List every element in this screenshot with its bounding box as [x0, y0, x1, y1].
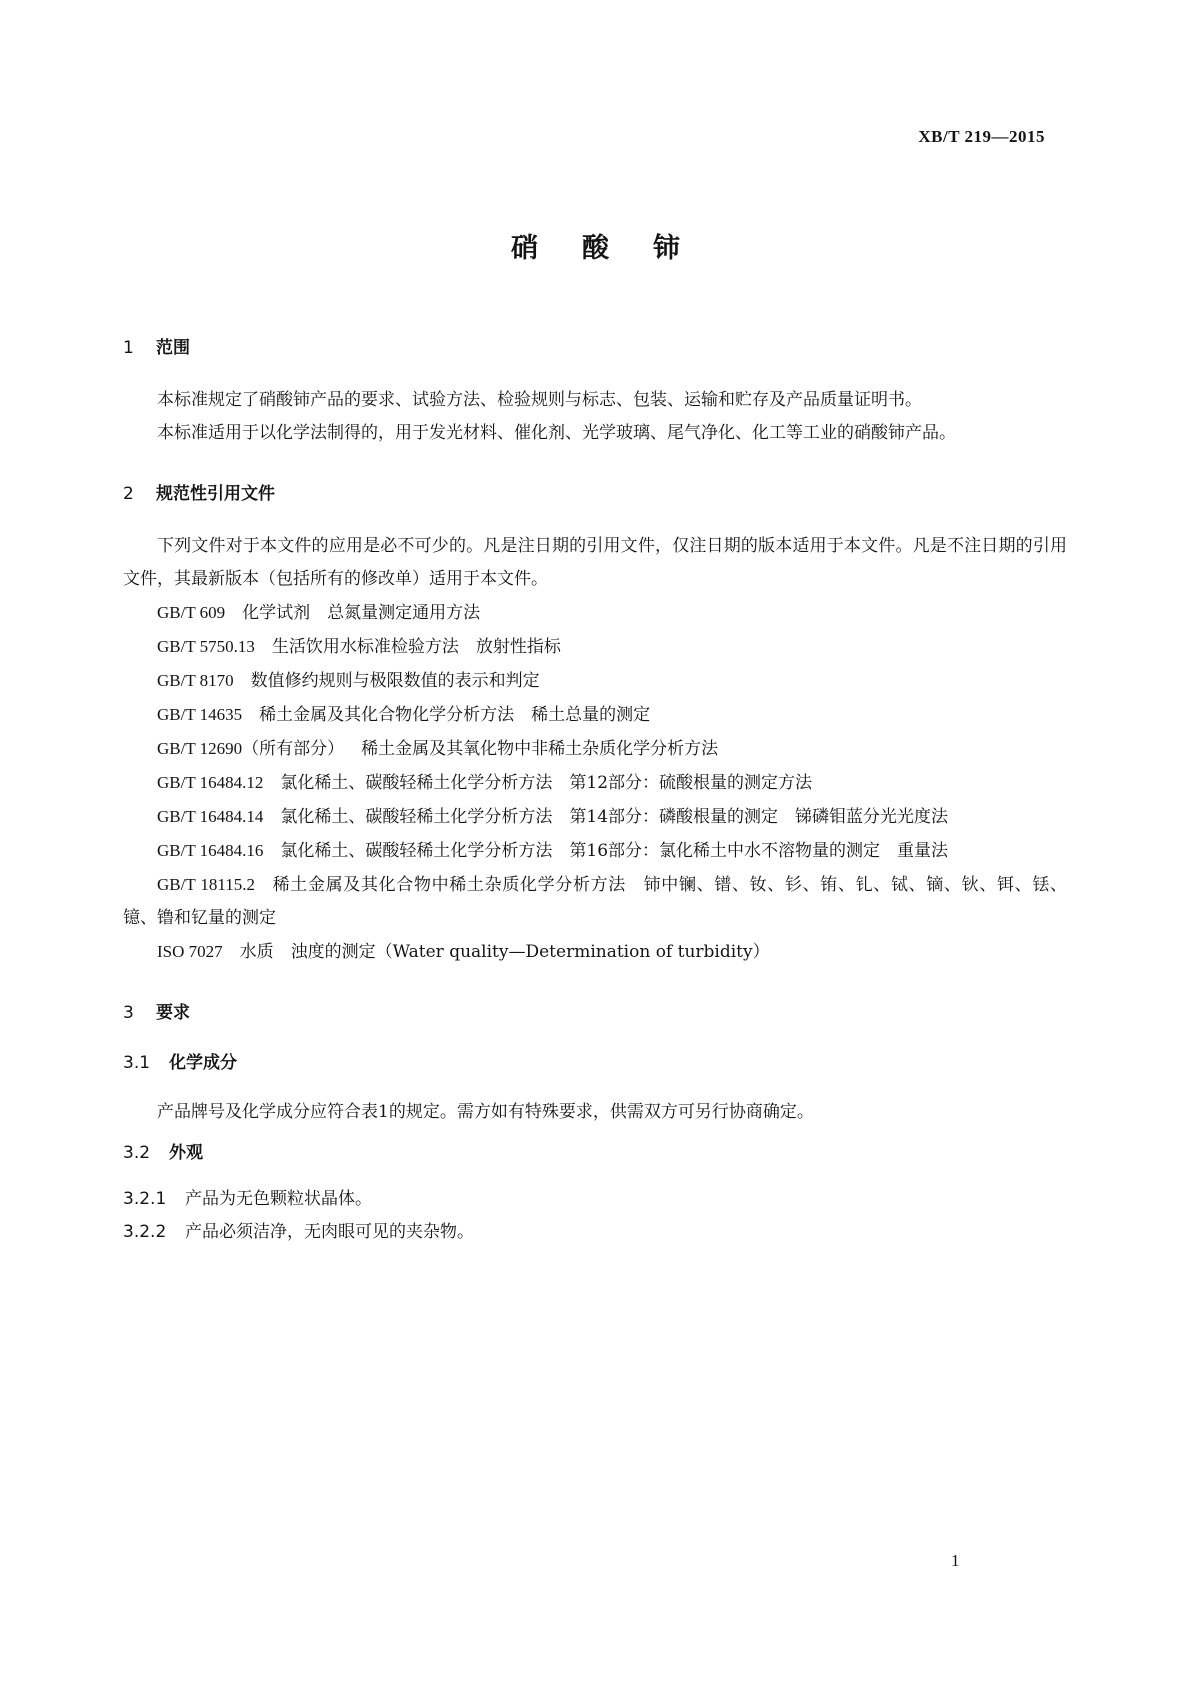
- reference-item: [123, 868, 1067, 935]
- section-title: 范围: [156, 338, 190, 358]
- reference-item: [123, 698, 1067, 732]
- reference-title: 氯化稀土、碳酸轻稀土化学分析方法 第14部分：磷酸根量的测定 锑磷钼蓝分光光度法: [280, 807, 949, 827]
- reference-code: GB/T 8170: [157, 671, 234, 690]
- subsection-heading-chem: [123, 1049, 1067, 1077]
- reference-code: GB/T 16484.14: [157, 807, 264, 826]
- section-title: 规范性引用文件: [156, 484, 275, 504]
- reference-title: 稀土金属及其氧化物中非稀土杂质化学分析方法: [361, 739, 719, 759]
- item-number: 3.2.2: [123, 1222, 167, 1242]
- page-number: 1: [951, 1551, 960, 1570]
- document-title: 硝酸铈: [511, 233, 724, 264]
- subsection-title: 外观: [169, 1143, 203, 1163]
- section-heading-scope: [123, 334, 1067, 362]
- reference-code: ISO 7027: [157, 942, 223, 961]
- reference-item: [123, 800, 1067, 834]
- reference-code: GB/T 16484.16: [157, 841, 264, 860]
- reference-title: 水质 浊度的测定（Water quality—Determination of turbidity）: [239, 942, 770, 962]
- section-number: 3: [123, 1003, 134, 1023]
- reference-title: 生活饮用水标准检验方法 放射性指标: [271, 637, 561, 657]
- subsection-number: 3.1: [123, 1053, 151, 1073]
- subsection-heading-appearance: [123, 1139, 1067, 1167]
- appearance-item: [123, 1183, 1067, 1216]
- reference-code: GB/T 5750.13: [157, 637, 255, 656]
- reference-item: [123, 766, 1067, 800]
- standard-code: XB/T 219—2015: [918, 127, 1045, 146]
- item-text: 产品为无色颗粒状晶体。: [185, 1189, 372, 1209]
- reference-item: [123, 596, 1067, 630]
- section-number: 2: [123, 484, 134, 504]
- reference-code: GB/T 609: [157, 603, 226, 622]
- references-intro: 下列文件对于本文件的应用是必不可少的。凡是注日期的引用文件，仅注日期的版本适用于本文件。凡是不注日期的引用文件，其最新版本（包括所有的修改单）适用于本文件。: [123, 536, 1067, 589]
- section-heading-requirements: [123, 999, 1067, 1027]
- reference-item: [123, 834, 1067, 868]
- item-text: 产品必须洁净，无肉眼可见的夹杂物。: [185, 1222, 474, 1242]
- subsection-number: 3.2: [123, 1143, 151, 1163]
- section-number: 1: [123, 338, 134, 358]
- reference-title: 氯化稀土、碳酸轻稀土化学分析方法 第16部分：氯化稀土中水不溶物量的测定 重量法: [280, 841, 949, 861]
- appearance-item: [123, 1216, 1067, 1249]
- reference-code: GB/T 14635: [157, 705, 243, 724]
- reference-code: GB/T 16484.12: [157, 773, 264, 792]
- reference-title: 化学试剂 总氮量测定通用方法: [242, 603, 481, 623]
- reference-code: GB/T 18115.2: [157, 875, 255, 894]
- reference-title: 稀土金属及其化合物化学分析方法 稀土总量的测定: [259, 705, 651, 725]
- scope-paragraph: 本标准适用于以化学法制得的，用于发光材料、催化剂、光学玻璃、尾气净化、化工等工业的硝酸铈产品。: [157, 423, 956, 443]
- reference-code: GB/T 12690（所有部分）: [157, 739, 345, 758]
- reference-item: [123, 664, 1067, 698]
- document-body: [123, 334, 1067, 1249]
- chem-paragraph: 产品牌号及化学成分应符合表1的规定。需方如有特殊要求，供需双方可另行协商确定。: [157, 1102, 814, 1122]
- reference-item: [123, 732, 1067, 766]
- section-title: 要求: [156, 1003, 190, 1023]
- subsection-title: 化学成分: [169, 1053, 237, 1073]
- reference-item: [123, 630, 1067, 664]
- section-heading-references: [123, 480, 1067, 508]
- item-number: 3.2.1: [123, 1189, 167, 1209]
- scope-paragraph: 本标准规定了硝酸铈产品的要求、试验方法、检验规则与标志、包装、运输和贮存及产品质量证明书。: [157, 390, 922, 410]
- reference-title: 稀土金属及其化合物中稀土杂质化学分析方法 铈中镧、镨、钕、钐、铕、钆、铽、镝、钬、铒、铥、镱、镥和钇量的测定: [123, 875, 1067, 928]
- reference-item: [123, 935, 1067, 969]
- reference-title: 数值修约规则与极限数值的表示和判定: [250, 671, 540, 691]
- reference-title: 氯化稀土、碳酸轻稀土化学分析方法 第12部分：硫酸根量的测定方法: [280, 773, 813, 793]
